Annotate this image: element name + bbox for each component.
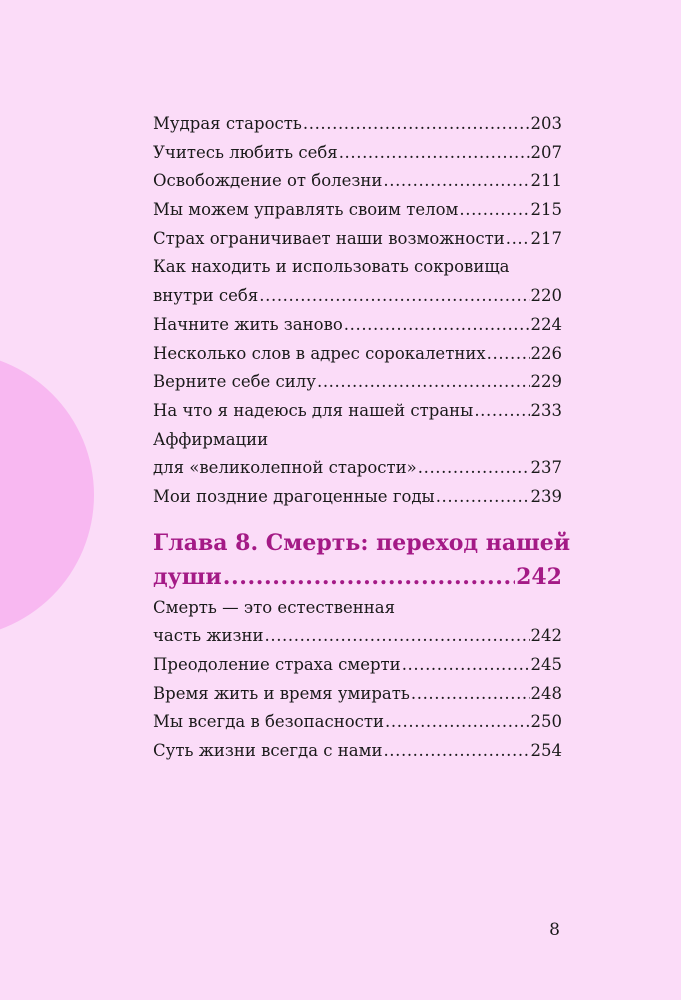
toc-entry-page: 224 bbox=[530, 314, 562, 334]
chapter-title-line: Глава 8. Смерть: переход нашей bbox=[153, 529, 571, 556]
dot-leader bbox=[506, 225, 530, 254]
dot-leader bbox=[474, 397, 529, 426]
toc-entry-page: 233 bbox=[530, 400, 562, 420]
toc-entry-page: 254 bbox=[530, 741, 562, 761]
toc-entry[interactable] bbox=[153, 225, 562, 254]
toc-entry-title: Мы всегда в безопасности bbox=[153, 712, 384, 732]
toc-entry-title: Мои поздние драгоценные годы bbox=[153, 486, 435, 506]
toc-entry[interactable] bbox=[153, 680, 562, 709]
toc-entry-page: 248 bbox=[530, 683, 562, 703]
toc-entry-multiline[interactable] bbox=[153, 594, 562, 651]
decorative-circle bbox=[0, 352, 94, 638]
toc-entry[interactable] bbox=[153, 196, 562, 225]
chapter-heading[interactable] bbox=[153, 526, 571, 594]
dot-leader bbox=[339, 139, 530, 168]
toc-entry-title: Время жить и время умирать bbox=[153, 683, 410, 703]
toc-entry-page: 226 bbox=[530, 343, 562, 363]
dot-leader bbox=[317, 368, 530, 397]
toc-entry-page: 239 bbox=[530, 486, 562, 506]
dot-leader bbox=[344, 311, 530, 340]
dot-leader bbox=[459, 196, 529, 225]
toc-entry-title: Освобождение от болезни bbox=[153, 171, 383, 191]
toc-entry-title: Мудрая старость bbox=[153, 114, 302, 133]
chapter-title: души bbox=[153, 563, 222, 590]
toc-entry[interactable] bbox=[153, 368, 562, 397]
toc-entry-title-line: Смерть — это естественная bbox=[153, 597, 395, 617]
toc-entry-title: Суть жизни всегда с нами bbox=[153, 741, 383, 761]
dot-leader bbox=[259, 282, 529, 311]
toc-entry[interactable] bbox=[153, 651, 562, 680]
toc-entry-page: 237 bbox=[530, 458, 562, 478]
toc-entry-page: 245 bbox=[530, 655, 562, 674]
toc-entry-title: Несколько слов в адрес сорокалетних bbox=[153, 343, 486, 363]
toc-entry-page: 203 bbox=[530, 114, 562, 133]
toc-entry-title-line: Как находить и использовать сокровища bbox=[153, 257, 510, 277]
toc-entry-title: Начните жить заново bbox=[153, 314, 343, 334]
dot-leader bbox=[223, 560, 515, 594]
dot-leader bbox=[383, 737, 529, 766]
toc-entry[interactable] bbox=[153, 311, 562, 340]
toc-entry-page: 229 bbox=[530, 372, 562, 392]
toc-entry-title: внутри себя bbox=[153, 286, 259, 306]
toc-entry[interactable] bbox=[153, 139, 562, 168]
toc-entry[interactable] bbox=[153, 397, 562, 426]
toc-entry-multiline[interactable] bbox=[153, 253, 562, 310]
toc-entry-page: 250 bbox=[530, 712, 562, 732]
dot-leader bbox=[411, 680, 530, 709]
toc-entry-page: 220 bbox=[530, 286, 562, 306]
toc-entry[interactable] bbox=[153, 737, 562, 766]
toc-entry-multiline[interactable] bbox=[153, 426, 562, 483]
dot-leader bbox=[487, 340, 530, 369]
page-number: 8 bbox=[549, 920, 560, 940]
toc-entry[interactable] bbox=[153, 483, 562, 512]
toc-entry-title: Страх ограничивает наши возможности bbox=[153, 228, 505, 248]
toc-entry-page: 242 bbox=[530, 626, 562, 646]
toc-entry-title: Мы можем управлять своим телом bbox=[153, 200, 459, 220]
toc-entry-title-line: Аффирмации bbox=[153, 429, 269, 449]
toc-entry-title: Учитесь любить себя bbox=[153, 142, 338, 162]
dot-leader bbox=[402, 651, 530, 680]
toc-entry-title: часть жизни bbox=[153, 626, 264, 646]
dot-leader bbox=[436, 483, 530, 512]
toc-entry[interactable] bbox=[153, 167, 562, 196]
toc-entry-page: 215 bbox=[530, 200, 562, 220]
dot-leader bbox=[385, 708, 530, 737]
toc-entry[interactable] bbox=[153, 708, 562, 737]
chapter-page: 242 bbox=[516, 563, 562, 590]
toc-entry-title: Верните себе силу bbox=[153, 372, 316, 392]
dot-leader bbox=[303, 110, 530, 139]
toc-entry[interactable] bbox=[153, 340, 562, 369]
toc-entry-title: На что я надеюсь для нашей страны bbox=[153, 400, 474, 420]
toc-entry-page: 211 bbox=[530, 171, 562, 191]
toc-entry-page: 217 bbox=[530, 228, 562, 248]
dot-leader bbox=[418, 454, 530, 483]
table-of-contents bbox=[153, 110, 571, 766]
dot-leader bbox=[383, 167, 529, 196]
toc-entry[interactable] bbox=[153, 110, 562, 139]
toc-entry-title: для «великолепной старости» bbox=[153, 458, 417, 478]
toc-entry-title: Преодоление страха смерти bbox=[153, 655, 401, 674]
dot-leader bbox=[265, 622, 530, 651]
toc-entry-page: 207 bbox=[530, 142, 562, 162]
